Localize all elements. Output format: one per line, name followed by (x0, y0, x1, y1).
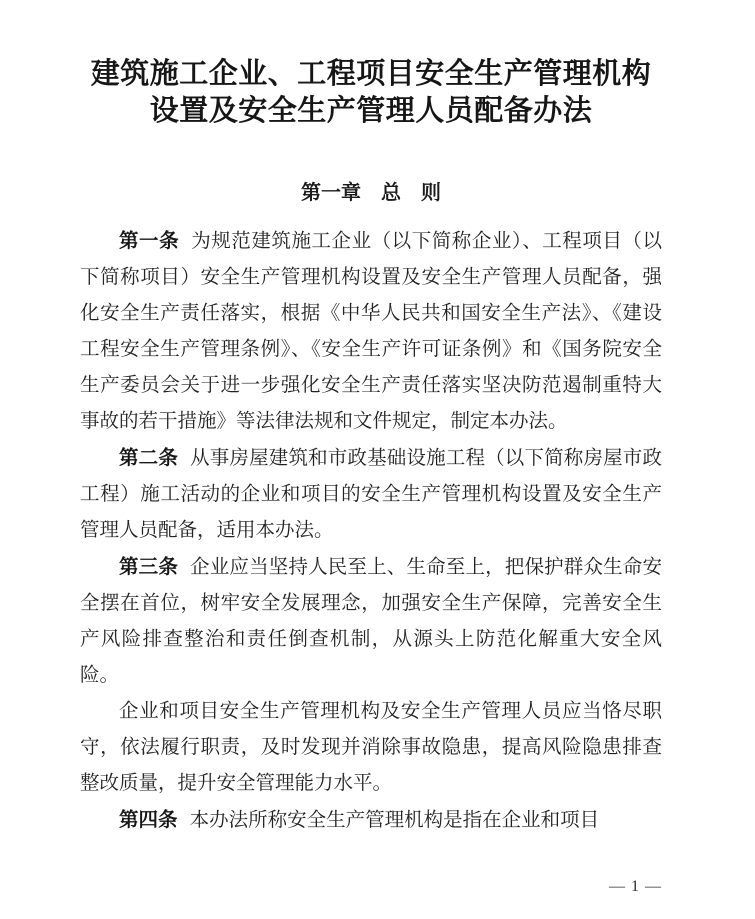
page-number: — 1 — (609, 878, 662, 895)
paragraph-text-4: 企业和项目安全生产管理机构及安全生产管理人员应当恪尽职守，依法履行职责，及时发现并消除事故隐患，提高风险隐患排查整改质量，提升安全管理能力水平。 (80, 701, 662, 794)
document-body (80, 223, 662, 839)
paragraph-text-3: 企业应当坚持人民至上、生命至上，把保护群众生命安全摆在首位，树牢安全发展理念，加强安全生产保障，完善安全生产风险排查整治和责任倒查机制，从源头上防范化解重大安全风险。 (80, 557, 662, 686)
document-title (80, 56, 662, 130)
paragraph-text-5: 本办法所称安全生产管理机构是指在企业和项目 (189, 810, 600, 831)
paragraph-article-2 (80, 440, 662, 549)
chapter-heading: 第一章 总 则 (301, 182, 441, 204)
paragraph-text-1: 为规范建筑施工企业（以下简称企业）、工程项目（以下简称项目）安全生产管理机构设置及安全生产管理人员配备，强化安全生产责任落实，根据《中华人民共和国安全生产法》、《建设工程安全生产管理条例》、《安全生产许可证条例》和《国务院安全生产委员会关于进一步强化安全生产责任落实坚决防范遏制重特大事故的若干措施》等法律法规和文件规定，制定本办法。 (80, 231, 662, 432)
article-number-1: 第一条 (119, 230, 180, 252)
article-number-2: 第二条 (119, 447, 179, 469)
article-number-3: 第三条 (119, 556, 179, 578)
paragraph-plain-4 (80, 694, 662, 802)
paragraph-article-4 (80, 802, 662, 839)
title-line-2: 设置及安全生产管理人员配备办法 (149, 95, 593, 127)
paragraph-article-3 (80, 549, 662, 694)
title-line-1: 建筑施工企业、工程项目安全生产管理机构 (90, 58, 652, 90)
article-number-4: 第四条 (119, 809, 178, 831)
paragraph-text-2: 从事房屋建筑和市政基础设施工程（以下简称房屋市政工程）施工活动的企业和项目的安全生产管理机构设置及安全生产管理人员配备，适用本办法。 (80, 448, 662, 541)
document-content (80, 0, 662, 839)
paragraph-article-1 (80, 223, 662, 440)
